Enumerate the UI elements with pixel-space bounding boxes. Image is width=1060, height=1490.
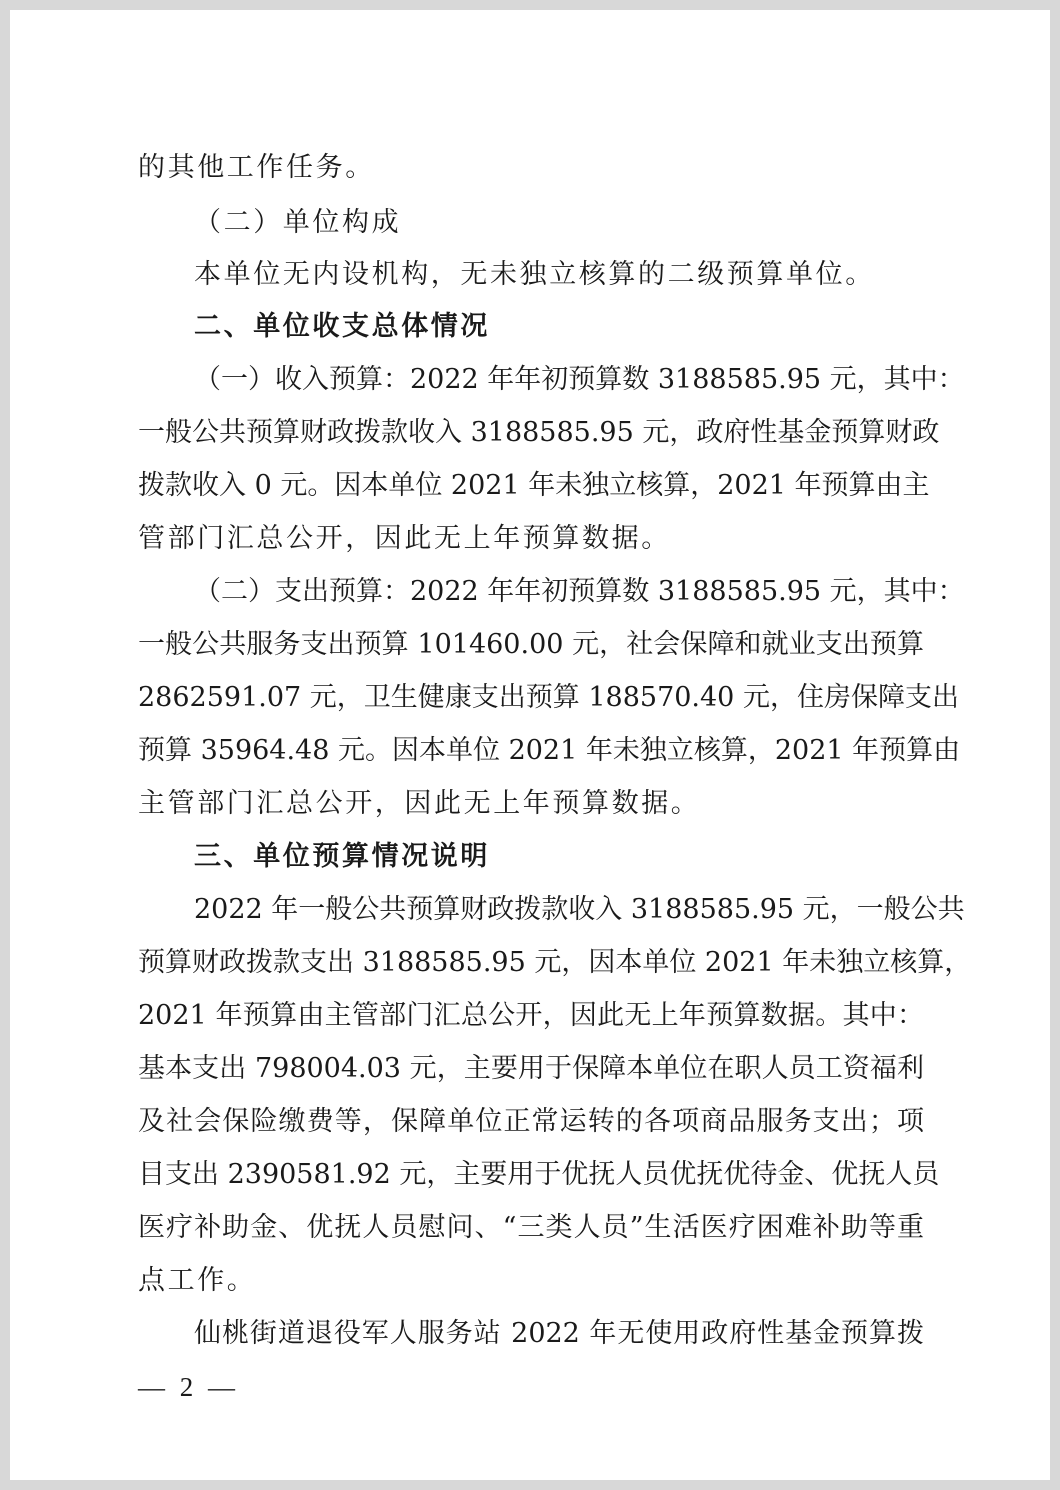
text-line: （一）收入预算：2022 年年初预算数 3188585.95 元，其中： [194,364,965,395]
text-line: 医疗补助金、优抚人员慰问、“三类人员”生活医疗困难补助等重 [138,1212,924,1243]
text-line: 仙桃街道退役军人服务站 2022 年无使用政府性基金预算拨 [194,1318,924,1349]
text-line: 2862591.07 元，卫生健康支出预算 188570.40 元，住房保障支出 [138,682,959,713]
text-line: 2022 年一般公共预算财政拨款收入 3188585.95 元，一般公共 [194,894,965,925]
text-line: 预算 35964.48 元。因本单位 2021 年未独立核算，2021 年预算由 [138,735,961,766]
text-line: 点工作。 [138,1265,257,1296]
page-number: — 2 — [138,1372,239,1402]
text-line: 拨款收入 0 元。因本单位 2021 年未独立核算，2021 年预算由主 [138,470,930,501]
text-line: 基本支出 798004.03 元，主要用于保障本单位在职人员工资福利 [138,1053,924,1084]
text-line: 的其他工作任务。 [138,152,375,183]
text-line: 目支出 2390581.92 元，主要用于优抚人员优抚优待金、优抚人员 [138,1159,940,1190]
document-page [10,10,1050,1480]
text-line: 一般公共预算财政拨款收入 3188585.95 元，政府性基金预算财政 [138,417,940,448]
text-line: 主管部门汇总公开，因此无上年预算数据。 [138,788,701,819]
text-line: 本单位无内设机构，无未独立核算的二级预算单位。 [194,259,875,290]
text-line: 预算财政拨款支出 3188585.95 元，因本单位 2021 年未独立核算， [138,947,972,978]
section-heading: 二、单位收支总体情况 [194,311,490,342]
section-heading: （二）单位构成 [194,207,402,238]
text-line: 一般公共服务支出预算 101460.00 元，社会保障和就业支出预算 [138,629,924,660]
text-line: 及社会保险缴费等，保障单位正常运转的各项商品服务支出；项 [138,1106,924,1137]
text-line: 管部门汇总公开，因此无上年预算数据。 [138,523,671,554]
text-line: （二）支出预算：2022 年年初预算数 3188585.95 元，其中： [194,576,965,607]
text-line: 2021 年预算由主管部门汇总公开，因此无上年预算数据。其中： [138,1000,924,1031]
section-heading: 三、单位预算情况说明 [194,841,490,872]
